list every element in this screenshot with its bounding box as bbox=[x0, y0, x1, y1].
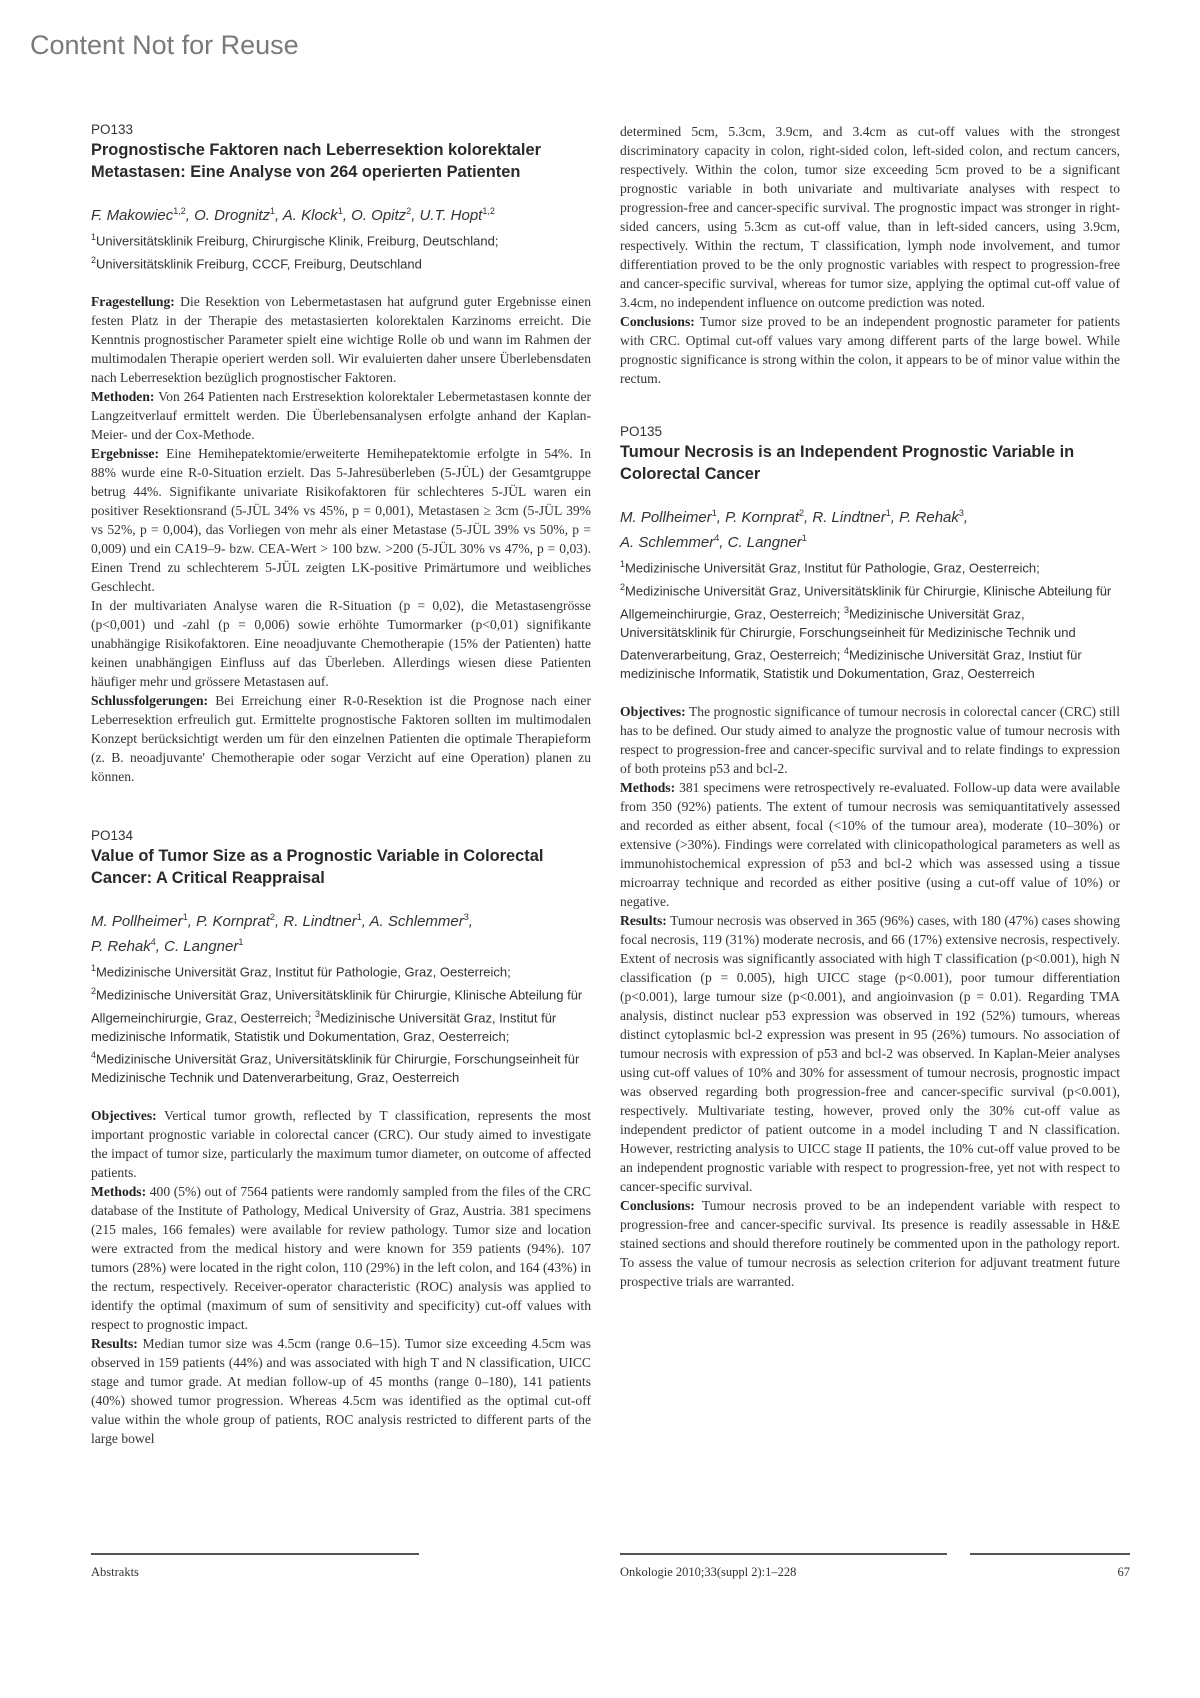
abstract-title: Value of Tumor Size as a Prognostic Variable in Colorectal Cancer: A Critical Reappraisal bbox=[91, 846, 544, 887]
author: O. Drognitz$^1$ bbox=[194, 206, 275, 224]
section-results-continued: determined 5cm, 5.3cm, 3.9cm, and 3.4cm as cut-off values with the strongest discriminatory capacity in colon, right-sided colon, left-sided colon, and rectum cancers, respectively. Within the colon, tumor size exceeding 5cm proved to be a significant prognostic variable in both univariate and multivariate analyses with respect to progression-free and cancer-specific survival. The prognostic impact was stronger in right-sided cancers, using 5.3cm as cut-off value, than in left-sided cancers, using 3.9cm, respectively. Within the rectum, T classification, lymph node involvement, and tumor differentiation proved to be the only prognostic variables with respect to progression-free and cancer-specific survival, whereas for tumor size, applying the optimal cut-off value of 3.4cm, no independent influence on outcome prediction was noted. bbox=[620, 124, 1120, 310]
author: M. Pollheimer$^1$ bbox=[620, 508, 717, 526]
section-schlussfolgerungen: Schlussfolgerungen: Bei Erreichung einer R-0-Resektion ist die Prognose nach einer Leberresektion erfreulich gut. Ermittelte prognostische Faktoren sollten im multimodalen Konzept berücksichtigt werden um für den einzelnen Patienten die optimale Therapieform (z. B. neoadjuvante' Chemotherapie oder sogar Verzicht auf eine Operation) planen zu können. bbox=[91, 692, 591, 784]
section-conclusions: Conclusions: Tumor size proved to be an independent prognostic parameter for patients with CRC. Optimal cut-off values vary among different parts of the large bowel. While prognostic significance is strong within the colon, it appears to be of minor value within the rectum. bbox=[620, 314, 1120, 386]
footer-journal-citation: Onkologie 2010;33(suppl 2):1–228 bbox=[620, 1565, 797, 1579]
author: A. Schlemmer$^4$ bbox=[620, 533, 720, 551]
abstract-po134-continued bbox=[620, 122, 1120, 388]
section-fragestellung: Fragestellung: Die Resektion von Lebermetastasen hat aufgrund guter Ergebnisse einen festen Platz in der Therapie des metastasierten kolorektalen Karzinoms erreicht. Die Kenntnis prognostischer Parameter spielt eine wichtige Rolle ob und wann im Rahmen der multimodalen Therapie operiert werden soll. Wir evaluierten daher unsere Überlebensdaten nach Leberresektion bezüglich prognostischer Faktoren. bbox=[91, 293, 591, 385]
author: O. Opitz$^2$ bbox=[351, 206, 412, 224]
section-results: Results: Tumour necrosis was observed in 365 (96%) cases, with 180 (47%) cases showing focal necrosis, 119 (31%) moderate necrosis, and 66 (17%) extensive necrosis, respectively. Extent of necrosis was significantly associated with high T classification (p<0.001), high N classification (p = 0.005), high UICC stage (p<0.001), poor tumour differentiation (p<0.001), large tumour size (p<0.001), and angioinvasion (p = 0.01). Regarding TMA analysis, distinct nuclear p53 expression was observed in 192 (52%) tumours, whereas distinct cytoplasmic bcl-2 expression was present in 95 (26%) tumours. No association of tumour necrosis with expression of p53 and bcl-2 was observed. In Kaplan-Meier analyses using cut-off values of 10% and 30% for assessment of tumour necrosis, prognostic impact was observed regarding both progression-free and cancer-specific survival (p<0.001), respectively. Multivariate testing, however, proved only the 30% cut-off value as independent predictor of patient outcome in a model including T and N classification. However, restricting analysis to UICC stage II patients, the 10% cut-off value proved to be an independent prognostic variable with respect to progression-free, yet not with respect to cancer-specific survival. bbox=[620, 912, 1121, 1194]
section-conclusions: Conclusions: Tumour necrosis proved to be an independent variable with respect to progression-free and cancer-specific survival. Its presence is readily assessable in H&E stained sections and should therefore routinely be commented upon in the pathology report. To assess the value of tumour necrosis as selection criterion for adjuvant treatment future prospective trials are warranted. bbox=[620, 1197, 1120, 1289]
abstract-po135 bbox=[620, 424, 1120, 1291]
footer-rule-right bbox=[970, 1553, 1130, 1555]
author: A. Schlemmer$^3$ bbox=[369, 911, 469, 930]
author: C. Langner$^1$ bbox=[727, 533, 807, 551]
watermark: Content Not for Reuse bbox=[30, 30, 299, 60]
affiliations: $^1$Universitätsklinik Freiburg, Chirurgische Klinik, Freiburg, Deutschland; $^2$Universitätsklinik Freiburg, CCCF, Freiburg, Deutschland bbox=[91, 232, 499, 272]
author: R. Lindtner$^1$ bbox=[812, 508, 891, 526]
section-methoden: Methoden: Von 264 Patienten nach Erstresektion kolorektaler Lebermetastasen konnte der Langzeitverlauf ermittelt werden. Die Überlebensanalysen erfolgte anhand der Kaplan-Meier- und der Cox-Methode. bbox=[91, 388, 591, 442]
author-list: M. Pollheimer$^1$, P. Kornprat$^2$, R. Lindtner$^1$, P. Rehak$^3$, A. Schlemmer$^4$, C. Langner$^1$ bbox=[620, 508, 969, 551]
left-column bbox=[91, 122, 591, 1490]
section-objectives: Objectives: The prognostic significance of tumour necrosis in colorectal cancer (CRC) still has to be defined. Our study aimed to analyze the prognostic value of tumour necrosis with respect to progression-free and cancer-specific survival and to relate findings to expression of both proteins p53 and bcl-2. bbox=[620, 703, 1120, 776]
footer-rule-left bbox=[91, 1553, 419, 1555]
abstract-code: PO135 bbox=[620, 424, 663, 439]
footer-rule-middle bbox=[620, 1553, 947, 1555]
author: P. Rehak$^4$ bbox=[91, 936, 156, 955]
section-objectives: Objectives: Vertical tumor growth, reflected by T classification, represents the most important prognostic variable in colorectal cancer (CRC). Our study aimed to investigate the impact of tumor size, particularly the maximum tumor diameter, on outcome of affected patients. bbox=[91, 1107, 591, 1180]
abstract-title: Tumour Necrosis is an Independent Prognostic Variable in Colorectal Cancer bbox=[620, 443, 1075, 483]
abstract-code: PO133 bbox=[91, 122, 134, 137]
author: A. Klock$^1$ bbox=[282, 206, 343, 224]
author: M. Pollheimer$^1$ bbox=[91, 911, 188, 930]
author: R. Lindtner$^1$ bbox=[283, 911, 362, 930]
page-number: 67 bbox=[1117, 1565, 1130, 1579]
author: P. Kornprat$^2$ bbox=[725, 508, 805, 526]
section-multivariate: In der multivariaten Analyse waren die R-Situation (p = 0,02), die Metastasengrösse (p<0,001) und -zahl (p = 0,006) sowie erhöhte Tumormarker (p<0,01) signifikante unabhängige Risikofaktoren. Eine neoadjuvante Chemotherapie (15% der Patienten) hatte keinen unabhängigen Einfluss auf das Überleben. Allerdings wiesen diese Patienten häufiger mehr und grössere Metastasen auf. bbox=[91, 597, 591, 689]
author-list: M. Pollheimer$^1$, P. Kornprat$^2$, R. Lindtner$^1$, A. Schlemmer$^3$, P. Rehak$^4$, C. Langner$^1$ bbox=[91, 911, 473, 955]
section-ergebnisse: Ergebnisse: Eine Hemihepatektomie/erweiterte Hemihepatektomie erfolgte in 54%. In 88% wurde eine R-0-Situation erzielt. Das 5-Jahresüberleben (5-JÜL) der Gesamtgruppe betrug 44%. Signifikante univariate Risikofaktoren für schlechteres 5-JÜL waren ein positiver Resektionsrand (5-JÜL 34% vs 45%, p = 0,001), Metastasen ≥ 3cm (5-JÜL 39% vs 52%, p = 0,004), das Vorliegen von mehr als einer Metastase (5-JÜL 39% vs 50%, p = 0,009) und ein CA19–9- bzw. CEA-Wert > 100 bzw. >200 (5-JÜL 30% vs 47%, p = 0,03). Einen Trend zu schlechterem 5-JÜL zeigten LK-positive Primärtumore und weibliches Geschlecht. bbox=[91, 445, 592, 594]
author: F. Makowiec$^{1,2}$ bbox=[91, 206, 186, 224]
affiliations: $^1$Medizinische Universität Graz, Institut für Pathologie, Graz, Oesterreich; $^2$Medizinische Universität Graz, Universitätsklinik für Chirurgie, Klinische Abteilung für Allgemeinchirurgie, Graz, Oesterreich; $^3$Medizinische Universität Graz, Institut für medizinische Informatik, Statistik und Dokumentation, Graz, Oesterreich; $^4$Medizinische Universität Graz, Universitätsklinik für Chirurgie, Forschungseinheit für Medizinische Technik und Datenverarbeitung, Graz, Oesterreich bbox=[91, 962, 583, 1086]
section-methods: Methods: 400 (5%) out of 7564 patients were randomly sampled from the files of the CRC database of the Institute of Pathology, Medical University of Graz, Austria. 381 specimens (215 males, 166 females) were available for review pathology. Tumor size and location were extracted from the medical history and were known for 359 patients (94%). 107 tumors (28%) were located in the right colon, 110 (29%) in the left colon, and 164 (43%) in the rectum, respectively. Receiver-operator characteristic (ROC) analysis was applied to identify the optimal (maximum of sum of sensitivity and specificity) cut-off values with respect to prognostic impact. bbox=[91, 1183, 591, 1332]
author: U.T. Hopt$^{1,2}$ bbox=[419, 206, 495, 224]
abstract-po133 bbox=[91, 122, 591, 786]
author: C. Langner$^1$ bbox=[164, 936, 244, 955]
abstract-title: Prognostische Faktoren nach Leberresektion kolorektaler Metastasen: Eine Analyse von 264 operierten Patienten bbox=[91, 141, 541, 181]
section-results: Results: Median tumor size was 4.5cm (range 0.6–15). Tumor size exceeding 4.5cm was observed in 159 patients (44%) and was associated with high T and N classification, UICC stage and tumor grade. At median follow-up of 45 months (range 0–180), 141 patients (40%) showed tumor progression. Whereas 4.5cm was identified as the optimal cut-off value within the whole group of patients, ROC analysis restricted to different parts of the large bowel bbox=[91, 1335, 591, 1446]
abstract-code: PO134 bbox=[91, 827, 134, 843]
author-list: F. Makowiec$^{1,2}$, O. Drognitz$^1$, A. Klock$^1$, O. Opitz$^2$, U.T. Hopt$^{1,2}$ bbox=[91, 206, 495, 224]
right-column bbox=[620, 122, 1120, 1333]
footer-section-label: Abstrakts bbox=[91, 1565, 139, 1579]
section-methods: Methods: 381 specimens were retrospectively re-evaluated. Follow-up data were available from 350 (92%) patients. The extent of tumour necrosis was semiquantitatively assessed and recorded as either absent, focal (<10% of the tumour area), moderate (10–30%) or extensive (>30%). Findings were correlated with clinicopathological parameters as well as immunohistochemical expression of p53 and bcl-2 which was assessed using a tissue microarray technique and recorded as either positive (using a cut-off value of 10%) or negative. bbox=[620, 779, 1120, 909]
author: P. Kornprat$^2$ bbox=[196, 911, 276, 930]
author: P. Rehak$^3$ bbox=[899, 508, 964, 526]
abstract-po134 bbox=[91, 828, 591, 1448]
affiliations: $^1$Medizinische Universität Graz, Institut für Pathologie, Graz, Oesterreich; $^2$Medizinische Universität Graz, Universitätsklinik für Chirurgie, Klinische Abteilung für Allgemeinchirurgie, Graz, Oesterreich; $^3$Medizinische Universität Graz, Universitätsklinik für Chirurgie, Forschungseinheit für Medizinische Technik und Datenverarbeitung, Graz, Oesterreich; $^4$Medizinische Universität Graz, Instiut für medizinische Informatik, Statistik und Dokumentation, Graz, Oesterreich bbox=[620, 559, 1112, 682]
